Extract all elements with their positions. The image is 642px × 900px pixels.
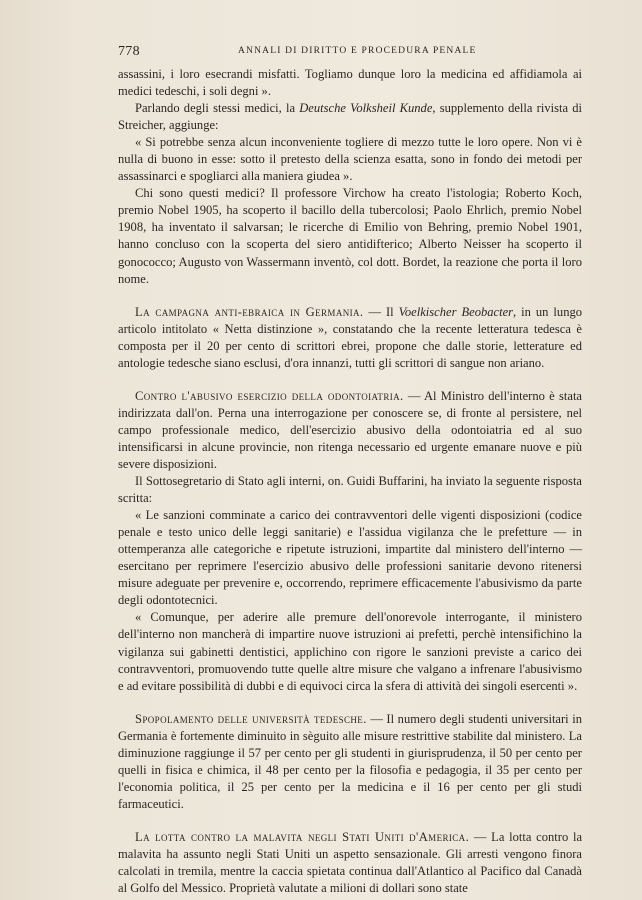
paragraph-scientists: Chi sono questi medici? Il professore Virchow ha creato l'istologia; Roberto Koch, premio Nobel 1905, ha scoperto il bacillo della tubercolosi; Paolo Ehrlich, premio Nobel 1908, ha inventato il salvarsan; le ricerche di Emilio von Behring, premio Nobel 1901, hanno concluso con la scoperta del siero antidifterico; Alberto Neisser ha scoperto il gonococco; Augusto von Wassermann inventò, col dott. Bordet, la reazione che porta il loro nome. <box>118 186 582 286</box>
paragraph-text: , in un lungo articolo intitolato « Netta distinzione », constatando che la recente letteratura tedesca è composta per il 20 per cento di scrittori ebrei, propone che dalle storie, letterature ed antologie tedesche siano esclusi, d'ora innanzi, tutti gli scrittori di sangue non ariano. <box>118 304 583 370</box>
section-heading: Contro l'abusivo esercizio della odontoiatria. <box>135 388 404 403</box>
section-gap <box>118 813 582 829</box>
paragraph-text: — La lotta contro la malavita ha assunto negli Stati Uniti un aspetto sensazionale. Gli arresti vengono finora calcolati in tremila, mentre la caccia spietata continua dall'Atlantico al Pacifico dal Canadà al Golfo del Messico. Proprietà valutate a milioni di dollari sono state <box>118 829 583 896</box>
paragraph-text: Parlando degli stessi medici, la <box>135 101 300 116</box>
section-heading: Spopolamento delle università tedesche. <box>135 711 367 726</box>
section-campagna <box>118 304 582 372</box>
paragraph-reply: Il Sottosegretario di Stato agli interni, on. Guidi Buffarini, ha inviato la seguente risposta scritta: <box>118 474 582 506</box>
paragraph-text: — Il <box>363 304 399 319</box>
journal-title: ANNALI DI DIRITTO E PROCEDURA PENALE <box>238 46 477 56</box>
quotation: « Comunque, per aderire alle premure dell'onorevole interrogante, il ministero dell'interno non mancherà di impartire nuove istruzioni ai prefetti, perchè intensifichino la vigilanza sui gabinetti dentistici, applichino con rigore le sanzioni previste a carico dei contravventori, promuovendo tutte quelle altre misure che valgano a infrenare l'abusivismo e ad evitare possibilità di dubbi e di equivoci circa la sfera di attività dei singoli esercenti ». <box>118 610 582 693</box>
periodical-title: Deutsche Volksheil Kunde <box>299 101 433 116</box>
section-heading: La lotta contro la malavita negli Stati Uniti d'America. <box>135 829 470 844</box>
quotation: « Si potrebbe senza alcun inconveniente togliere di mezzo tutte le loro opere. Non vi è nulla di buono in esse: sotto il pretesto della scienza esatta, sono in fondo dei metodi per assassinarci e spogliarci alla maniera giudea ». <box>118 135 582 184</box>
periodical-title: Voelkischer Beobacter <box>398 304 514 319</box>
quotation: « Le sanzioni comminate a carico dei contravventori delle vigenti disposizioni (codice penale e testo unico delle leggi sanitarie) e l'assidua vigilanza che le prefetture — in ottemperanza alle categoriche e ripetute istruzioni, impartite dal ministero dell'interno — esercitano per reprimere l'esercizio abusivo delle professioni sanitarie devono ritenersi misure adeguate per prevenire e, occorrendo, reprimere efficacemente l'abusivismo da parte degli odontotecnici. <box>118 508 582 608</box>
section-malavita <box>118 829 582 897</box>
running-head <box>118 44 582 66</box>
section-gap <box>118 288 582 304</box>
body-text <box>118 66 582 897</box>
paragraph-continuation: assassini, i loro esecrandi misfatti. Togliamo dunque loro la medicina ed affidiamola ai medici tedeschi, i soli degni ». <box>118 67 582 99</box>
paragraph-text: — Il numero degli studenti universitari in Germania è fortemente diminuito in sèguito alle misure restrittive stabilite dal ministero. La diminuzione raggiunge il 57 per cento per gli studenti in giurisprudenza, il 50 per cento per quelli in fisica e chimica, il 48 per cento per la filosofia e pedagogia, il 35 per cento per l'economia politica, il 25 per cento per la medicina e il 16 per cento per gli studi farmaceutici. <box>118 711 582 811</box>
section-odontoiatria <box>118 388 582 473</box>
paragraph-volksheil <box>118 100 582 134</box>
section-gap <box>118 372 582 388</box>
section-spopolamento <box>118 711 582 813</box>
paragraph-text: , supplemento della rivista di Streicher, aggiunge: <box>118 101 582 133</box>
page-number: 778 <box>118 44 140 59</box>
section-gap <box>118 695 582 711</box>
paragraph-text: — Al Ministro dell'interno è stata indirizzata dall'on. Perna una interrogazione per conoscere se, di fronte al persistere, nel campo professionale medico, dell'esercizio abusivo della odontoiatria ed al suo intensificarsi in alcune provincie, non ritenga necessario ed urgente emanare nuove e più severe disposizioni. <box>118 388 583 471</box>
section-heading: La campagna anti-ebraica in Germania. <box>135 304 364 319</box>
